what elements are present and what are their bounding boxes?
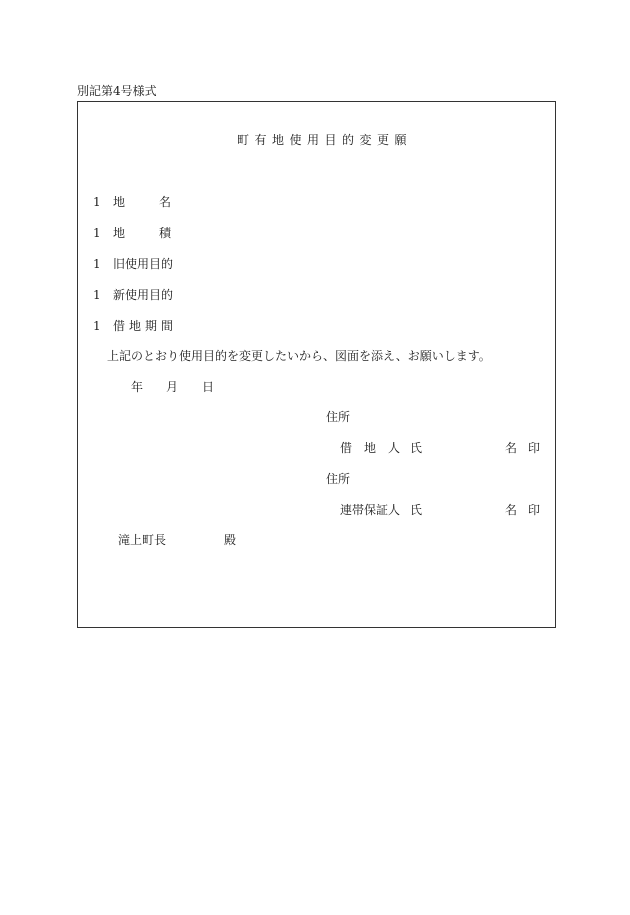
item-lease-period-label: 借地期間 [113, 319, 178, 333]
item-land-area-label-b: 積 [159, 226, 172, 240]
item-land-name-label-b: 名 [159, 195, 172, 209]
addressee-honorific: 殿 [224, 533, 237, 547]
request-statement: 上記のとおり使用目的を変更したいから、図面を添え、お願いします。 [107, 349, 491, 363]
guarantor-name-label-a: 氏 [410, 503, 423, 517]
item-number: 1 [93, 319, 101, 333]
form-number-label: 別記第4号様式 [77, 84, 157, 98]
item-number: 1 [93, 226, 101, 240]
date-day-label: 日 [202, 380, 215, 394]
date-year-label: 年 [131, 380, 144, 394]
guarantor-name-label-b: 名 [505, 503, 518, 517]
item-land-area-label-a: 地 [113, 226, 126, 240]
date-month-label: 月 [166, 380, 179, 394]
item-land-name-label-a: 地 [113, 195, 126, 209]
document-frame [77, 101, 556, 628]
borrower-role-label: 借 地 人 [340, 441, 401, 455]
item-number: 1 [93, 257, 101, 271]
item-old-purpose-label: 旧使用目的 [113, 257, 174, 271]
guarantor-role-label: 連帯保証人 [340, 503, 401, 517]
item-new-purpose-label: 新使用目的 [113, 288, 174, 302]
borrower-address-label: 住所 [326, 410, 351, 424]
addressee-name: 滝上町長 [118, 533, 167, 547]
guarantor-seal-mark: 印 [528, 503, 541, 517]
document-title: 町有地使用目的変更願 [237, 133, 413, 147]
borrower-name-label-a: 氏 [410, 441, 423, 455]
borrower-seal-mark: 印 [528, 441, 541, 455]
borrower-name-label-b: 名 [505, 441, 518, 455]
guarantor-address-label: 住所 [326, 472, 351, 486]
item-number: 1 [93, 195, 101, 209]
item-number: 1 [93, 288, 101, 302]
